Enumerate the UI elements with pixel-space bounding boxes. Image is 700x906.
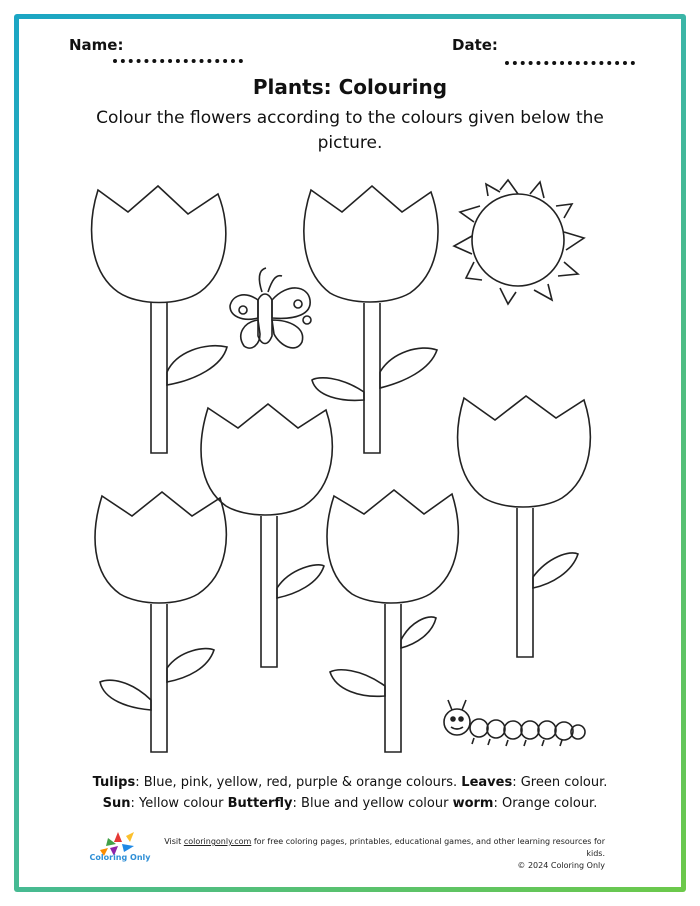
butterfly-wing-right-top <box>272 288 310 318</box>
tulip-5-stem <box>151 604 167 752</box>
worm-head <box>444 709 470 735</box>
legend-text-tulips: : Blue, pink, yellow, red, purple & orange colours. <box>135 775 462 790</box>
tulip-5-leaf <box>167 649 214 682</box>
legend-text-leaves: : Green colour. <box>512 775 608 790</box>
sun[interactable] <box>454 180 584 304</box>
butterfly[interactable] <box>230 268 311 348</box>
colour-key-line-2 <box>60 793 640 814</box>
tulip-3-stem <box>261 516 277 667</box>
footer <box>150 836 605 872</box>
tulip-6-head <box>327 490 458 603</box>
tulip-5-leaf-left <box>100 680 151 710</box>
colour-key <box>60 772 640 814</box>
tulip-3-leaf <box>277 565 324 598</box>
legend-term-worm: worm <box>452 796 494 811</box>
tulip-5-head <box>95 492 226 603</box>
worm[interactable] <box>444 700 585 746</box>
tulip-2-leaf <box>312 378 364 401</box>
butterfly-wing-left-bottom <box>241 320 260 348</box>
footer-visit-line: Visit coloringonly.com for free coloring pages, printables, educational games, and other learning resources for kids. <box>164 837 605 858</box>
tulip-1-stem <box>151 302 167 453</box>
sun-disc <box>472 194 564 286</box>
legend-term-tulips: Tulips <box>92 775 136 790</box>
legend-term-leaves: Leaves <box>461 775 513 790</box>
tulip-3[interactable] <box>201 404 332 667</box>
tulip-6[interactable] <box>327 490 458 752</box>
legend-term-sun: Sun <box>102 796 131 811</box>
legend-text-sun: : Yellow colour <box>130 796 228 811</box>
tulip-6-stem <box>385 604 401 752</box>
date-label: Date: <box>452 36 498 54</box>
legend-text-worm: : Orange colour. <box>493 796 598 811</box>
tulip-6-leaf-right <box>401 617 436 648</box>
tulip-2-stem <box>364 303 380 453</box>
tulip-4[interactable] <box>458 396 591 657</box>
copyright: © 2024 Coloring Only <box>517 861 605 870</box>
butterfly-antennae <box>259 268 282 292</box>
tulip-2[interactable] <box>304 186 438 453</box>
site-link[interactable]: coloringonly.com <box>183 837 252 846</box>
tulip-4-head <box>458 396 591 507</box>
logo-text: Coloring Only <box>89 853 151 862</box>
tulip-2-head <box>304 186 438 302</box>
tulip-4-leaf <box>533 553 578 588</box>
tulip-2-leaf-right <box>380 348 437 388</box>
tulip-1-leaf <box>167 346 227 385</box>
tulip-1-head <box>92 186 226 303</box>
butterfly-wing-right-bottom <box>272 320 303 348</box>
page-title: Plants: Colouring <box>252 75 448 99</box>
tulip-4-stem <box>517 508 533 657</box>
legend-text-butterfly: : Blue and yellow colour <box>292 796 453 811</box>
name-label: Name: <box>69 36 124 54</box>
instructions: Colour the flowers according to the colours given below the picture. <box>96 108 604 153</box>
butterfly-wing-left-top <box>230 295 258 319</box>
tulip-5[interactable] <box>95 492 226 752</box>
legend-term-butterfly: Butterfly <box>227 796 293 811</box>
colour-key-line-1 <box>60 772 640 793</box>
tulip-6-leaf <box>330 670 385 696</box>
